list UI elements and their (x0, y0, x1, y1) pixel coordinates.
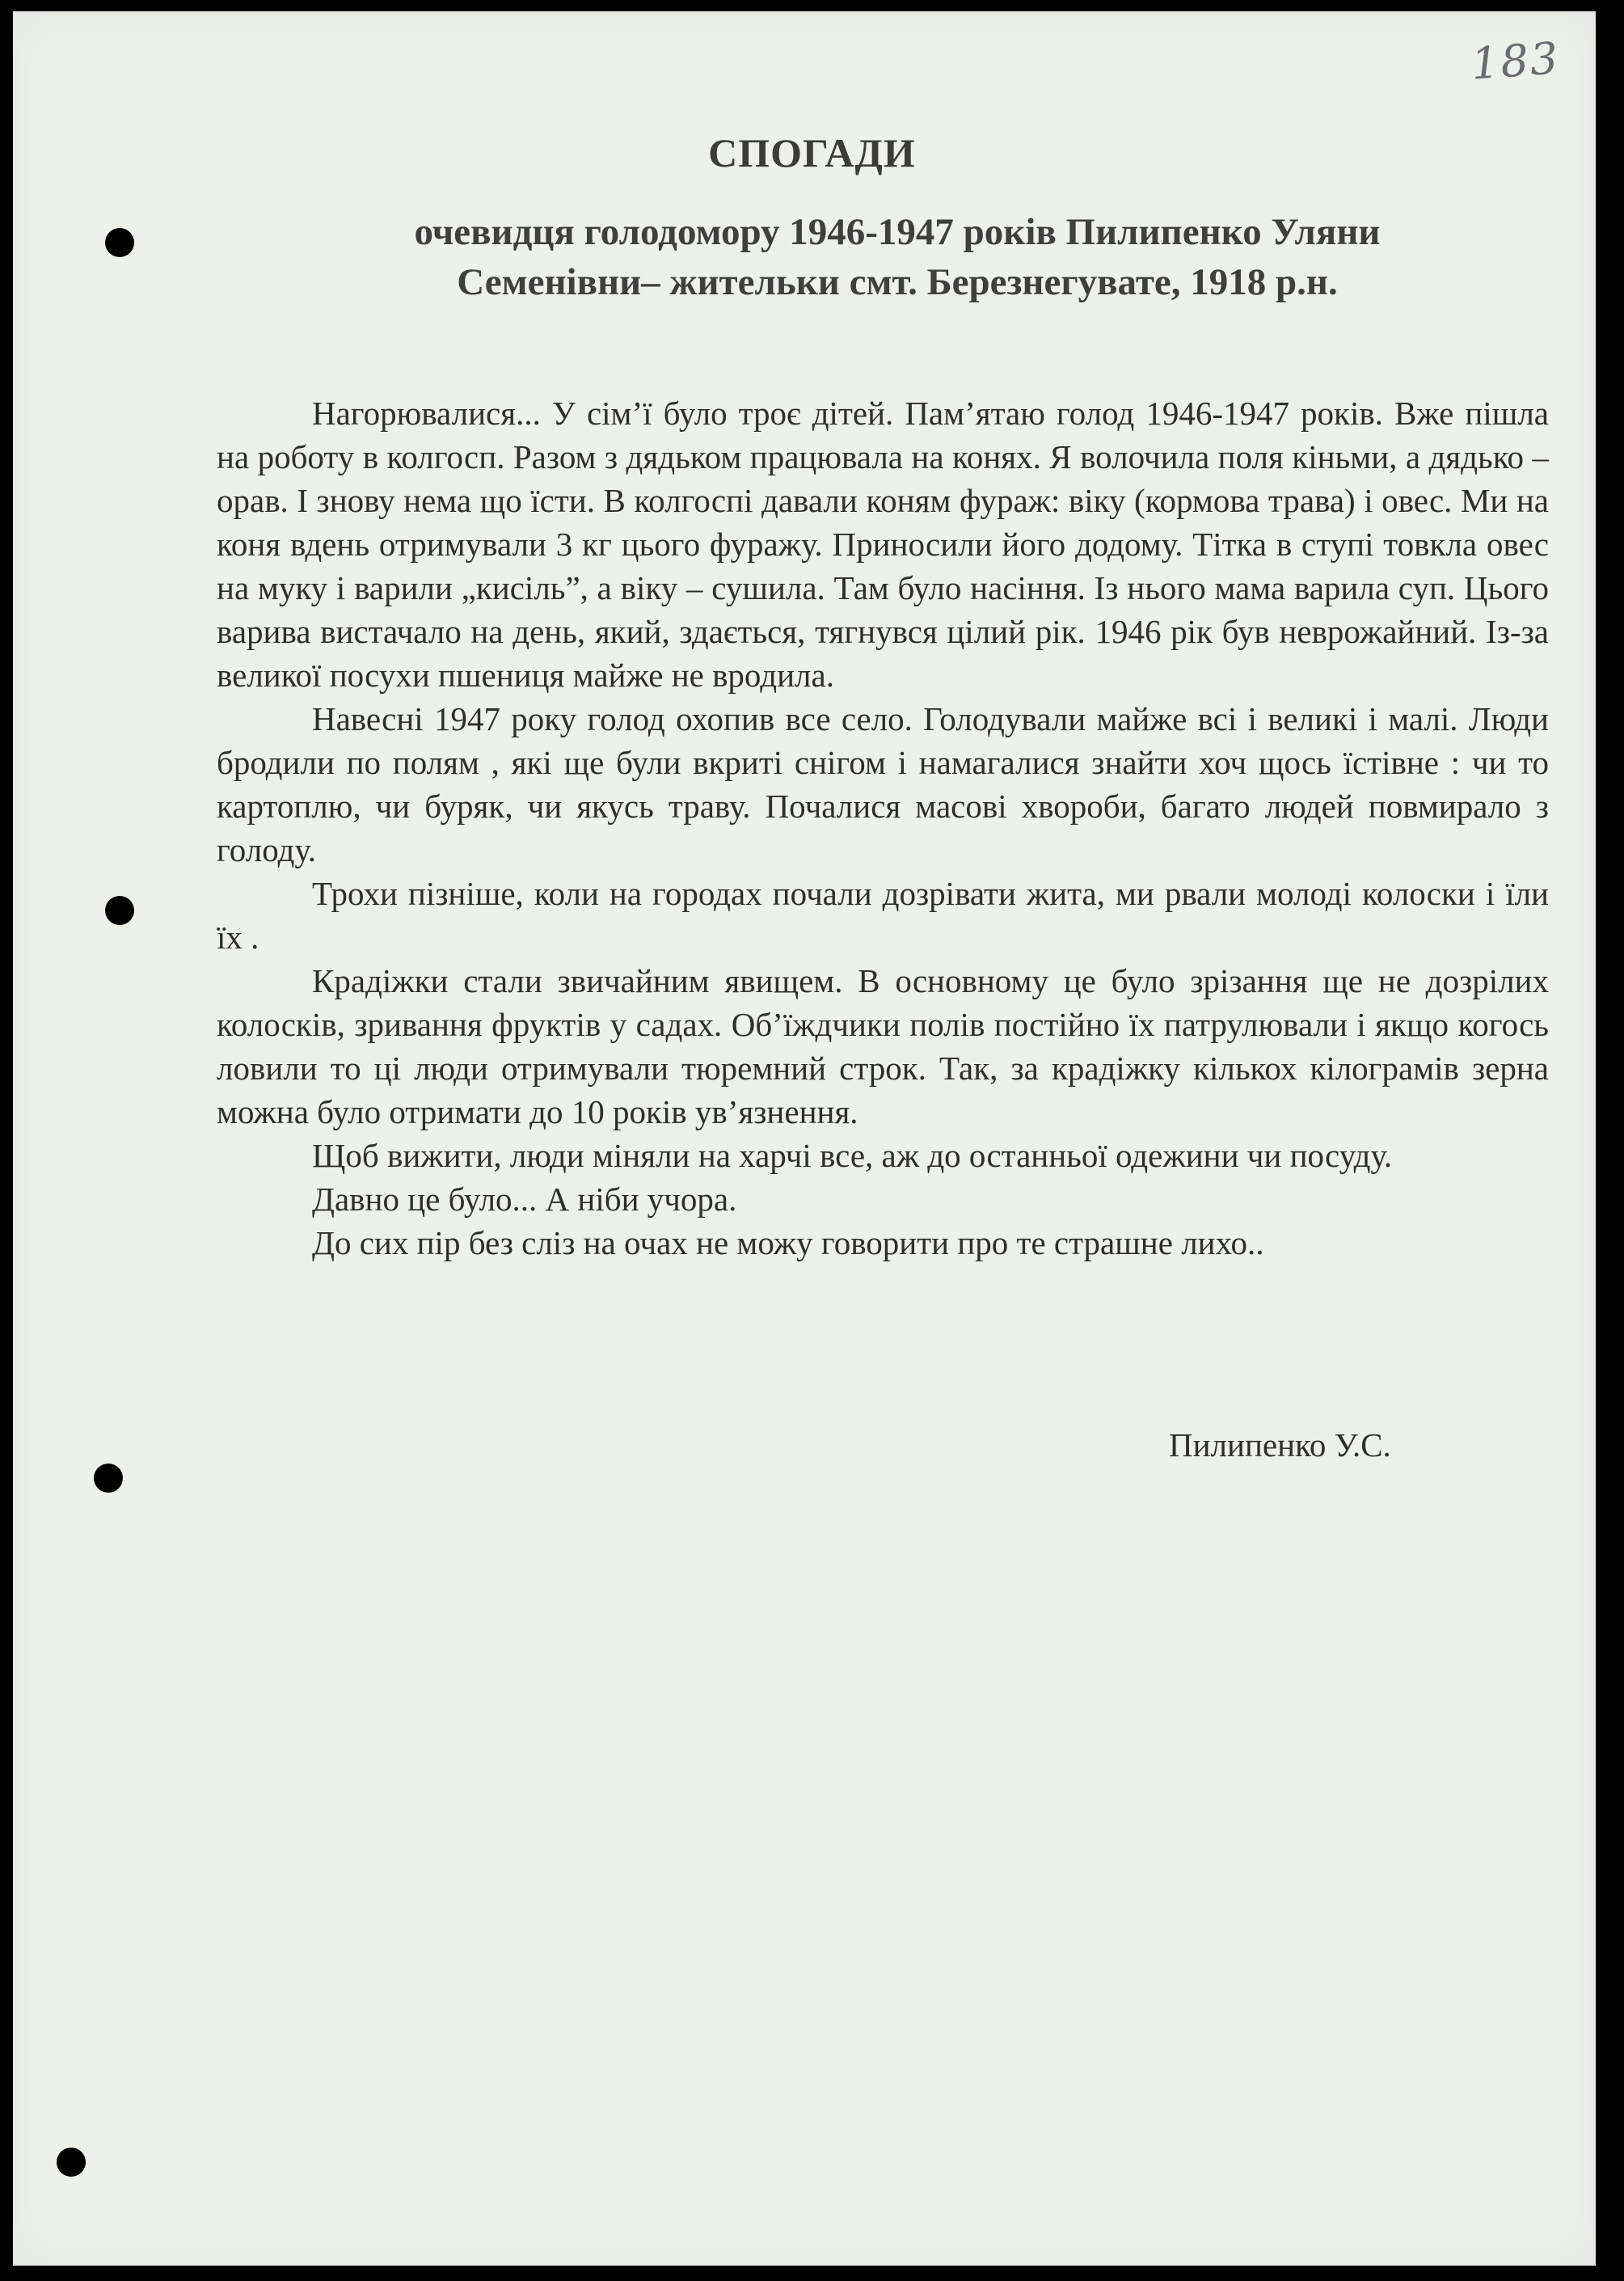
binder-hole (94, 1464, 123, 1493)
memoir-text (217, 391, 1549, 1265)
binder-hole (57, 2148, 86, 2177)
subtitle-line: Семенівни– жительки смт. Березнегувате, 1918 р.н. (457, 261, 1338, 303)
paragraph: Навесні 1947 року голод охопив все село. Голодували майже всі і великі і малі. Люди бродили по полям , які ще були вкриті снігом і намагалися знайти хоч щось їстівне : чи то картоплю, чи буряк, чи якусь траву. Почалися масові хвороби, багато людей повмирало з голоду. (217, 700, 1549, 868)
page-title: СПОГАДИ (708, 130, 916, 175)
paragraph: Крадіжки стали звичайним явищем. В основному це було зрізання ще не дозрілих колосків, зривання фруктів у садах. Об’їждчики полів постійно їх патрулювали і якщо когось ловили то ці люди отримували тюремний строк. Так, за крадіжку кількох кілограмів зерна можна було отримати до 10 років ув’язнення. (217, 962, 1549, 1130)
paragraph: До сих пір без сліз на очах не можу говорити про те страшне лихо.. (312, 1224, 1264, 1261)
paragraph: Нагорювалися... У сім’ї було троє дітей. Пам’ятаю голод 1946-1947 років. Вже пішла на роботу в колгосп. Разом з дядьком працювала на конях. Я волочила поля кіньми, а дядько – орав. І знову нема що їсти. В колгоспі давали коням фураж: віку (кормова трава) і овес. Ми на коня вдень отримували 3 кг цього фуражу. Приносили його додому. Тітка в ступі товкла овес на муку і варили „кисіль”, а віку – сушила. Там було насіння. Із нього мама варила суп. Цього варива вистачало на день, який, здається, тягнувся цілий рік. 1946 рік був неврожайний. Із-за великої посухи пшениця майже не вродила. (217, 395, 1549, 694)
paragraph: Давно це було... А ніби учора. (312, 1181, 737, 1218)
signature: Пилипенко У.С. (1169, 1426, 1391, 1464)
handwritten-page-number: 183 (1469, 32, 1562, 90)
binder-hole (105, 896, 134, 925)
paragraph: Щоб вижити, люди міняли на харчі все, аж до останньої одежини чи посуду. (312, 1137, 1393, 1174)
subtitle-line: очевидця голодомору 1946-1947 років Пилипенко Уляни (414, 211, 1381, 253)
page-subtitle (283, 207, 1512, 307)
binder-hole (105, 228, 134, 257)
paragraph: Трохи пізніше, коли на городах почали дозрівати жита, ми рвали молоді колоски і їли їх . (217, 875, 1549, 956)
